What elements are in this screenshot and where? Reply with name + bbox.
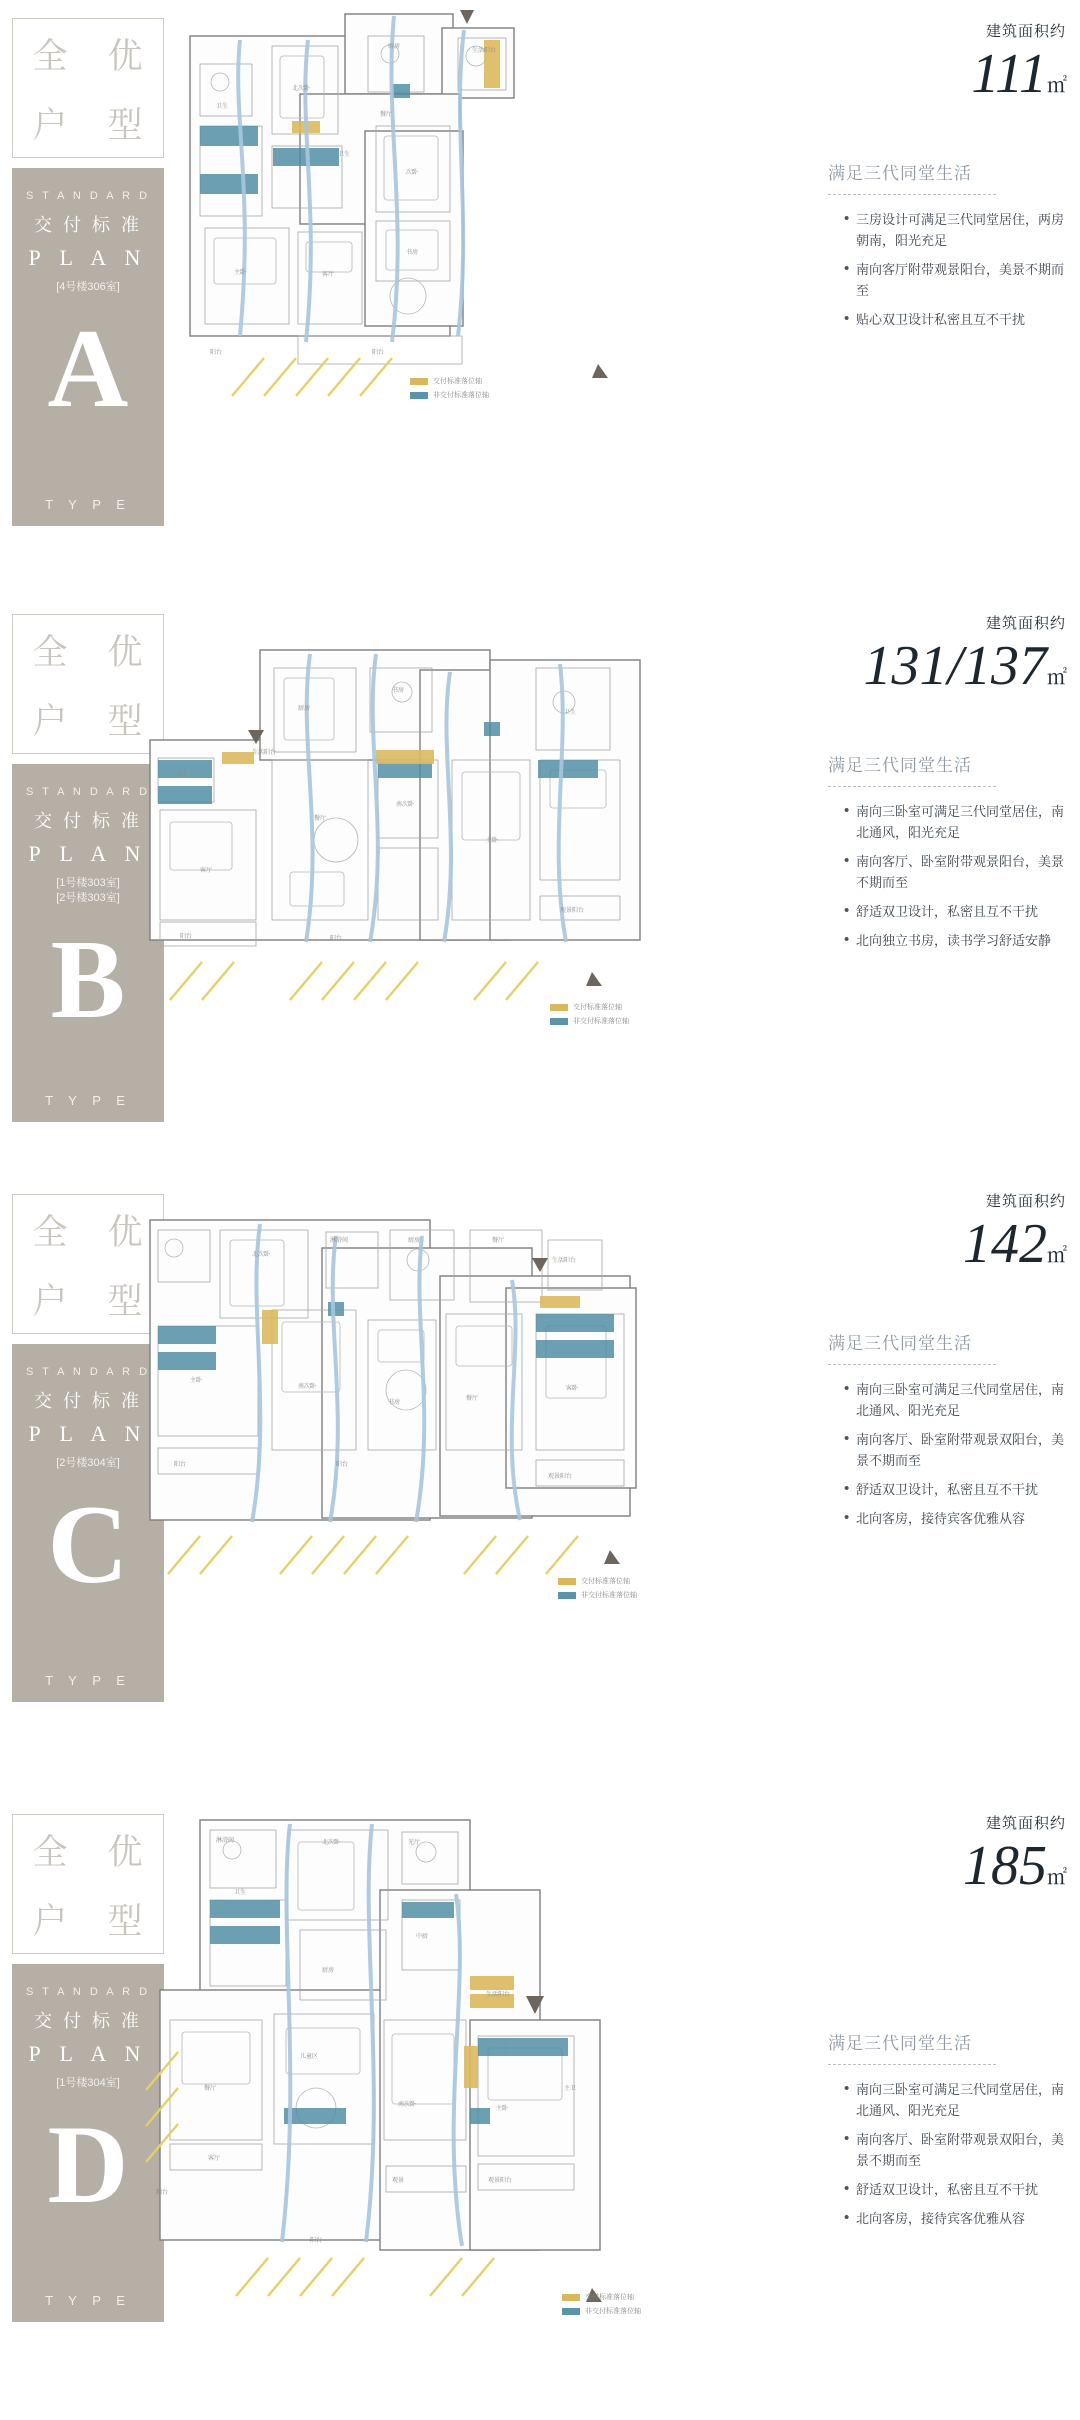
legend-label-blue: 非交付标准落位轴 <box>433 392 489 399</box>
legend-swatch-yellow <box>562 2294 580 2301</box>
badge-char: 型 <box>107 701 144 742</box>
plan-letter-c: C <box>47 1483 129 1607</box>
divider-d <box>828 2064 996 2065</box>
feature-item: • 舒适双卫设计，私密且互不干扰 <box>844 1479 1066 1500</box>
room-number-list-c <box>22 1456 154 1471</box>
feature-item: • 南向三卧室可满足三代同堂居住，南北通风、阳光充足 <box>844 2079 1066 2121</box>
badge-char: 户 <box>32 1901 69 1942</box>
feature-list-c <box>828 1379 1066 1529</box>
svg-text:主卧: 主卧 <box>234 269 247 276</box>
svg-text:光厅: 光厅 <box>408 1839 421 1846</box>
svg-text:阳台: 阳台 <box>180 933 193 940</box>
badge-char: 型 <box>107 1281 144 1322</box>
svg-text:观景: 观景 <box>392 2177 405 2184</box>
svg-text:客厅: 客厅 <box>208 2155 221 2162</box>
legend-swatch-blue <box>558 1592 576 1599</box>
deliver-standard-label: 交 付 标 准 <box>33 215 142 235</box>
floorplan-svg-b <box>140 610 740 1150</box>
legend-c <box>558 1576 637 1604</box>
svg-text:主卫: 主卫 <box>564 2085 577 2092</box>
svg-text:客厅: 客厅 <box>200 867 213 874</box>
badge-char: 型 <box>107 105 144 146</box>
type-label: T Y P E <box>45 497 131 512</box>
feature-item: • 南向客厅附带观景阳台，美景不期而至 <box>844 259 1066 301</box>
svg-text:观景阳台: 观景阳台 <box>548 1473 573 1480</box>
room-number: [2号楼304室] <box>56 1457 120 1469</box>
feature-item: • 南向客厅、卧室附带观景双阳台，美景不期而至 <box>844 2129 1066 2171</box>
quan-you-hu-xing-badge-a <box>12 18 164 158</box>
floorplan-svg-d <box>140 1790 740 2410</box>
area-unit-d: ㎡ <box>1047 1867 1066 1889</box>
svg-text:餐厅: 餐厅 <box>492 1237 505 1244</box>
area-label-c: 建筑面积约 <box>985 1193 1066 1210</box>
svg-text:观景阳台: 观景阳台 <box>560 907 585 914</box>
svg-text:卫生: 卫生 <box>564 709 577 716</box>
sunlight-arrows <box>170 962 538 1000</box>
floorplan-drawing-b <box>140 610 740 1150</box>
standard-label: S T A N D A R D <box>25 190 151 202</box>
unit-section-b <box>0 600 1080 1180</box>
svg-text:阳台: 阳台 <box>156 2189 169 2196</box>
badge-char: 全 <box>32 632 69 673</box>
deliver-standard-label: 交 付 标 准 <box>33 1391 142 1411</box>
room-number-list-a <box>22 280 154 295</box>
feature-item: • 南向三卧室可满足三代同堂居住，南北通风，阳光充足 <box>844 801 1066 843</box>
deliver-standard-label: 交 付 标 准 <box>33 811 142 831</box>
legend-swatch-yellow <box>410 378 428 385</box>
feature-title-c: 满足三代同堂生活 <box>828 1334 972 1353</box>
svg-text:卫生: 卫生 <box>338 151 351 158</box>
divider-b <box>828 786 996 787</box>
area-number-d: 185 <box>963 1835 1047 1897</box>
svg-text:次卧: 次卧 <box>406 169 419 176</box>
svg-text:主卧: 主卧 <box>190 1377 203 1384</box>
svg-text:卫生: 卫生 <box>176 771 189 778</box>
floorplan-svg-a <box>180 6 740 566</box>
unit-section-d <box>0 1790 1080 2420</box>
right-info-column-a <box>828 20 1066 338</box>
feature-item: • 北向客房，接待宾客优雅从容 <box>844 2208 1066 2229</box>
unit-section-c <box>0 1180 1080 1790</box>
room-number-list-d <box>22 2076 154 2091</box>
plan-label: P L A N <box>28 245 148 270</box>
svg-text:客卧: 客卧 <box>566 1385 579 1392</box>
legend-swatch-blue <box>562 2308 580 2315</box>
deliver-standard-label: 交 付 标 准 <box>33 2011 142 2031</box>
legend-b <box>550 1002 629 1030</box>
feature-item: • 北向客房，接待宾客优雅从容 <box>844 1508 1066 1529</box>
badge-char: 全 <box>32 1832 69 1873</box>
svg-text:生活阳台: 生活阳台 <box>252 749 277 756</box>
area-number-c: 142 <box>963 1213 1047 1275</box>
svg-text:阳台: 阳台 <box>372 349 385 356</box>
standard-label: S T A N D A R D <box>25 1986 151 1998</box>
divider-c <box>828 1364 996 1365</box>
area-unit-c: ㎡ <box>1047 1245 1066 1267</box>
svg-text:观景阳台: 观景阳台 <box>488 2177 513 2184</box>
room-number: [4号楼306室] <box>56 281 120 293</box>
feature-item: • 贴心双卫设计私密且互不干扰 <box>844 309 1066 330</box>
feature-item: • 三房设计可满足三代同堂居住，两房朝南，阳光充足 <box>844 209 1066 251</box>
svg-text:淋浴间: 淋浴间 <box>216 1837 235 1844</box>
plan-label: P L A N <box>28 841 148 866</box>
svg-text:餐厅: 餐厅 <box>204 2085 217 2092</box>
svg-text:厨房: 厨房 <box>298 705 311 712</box>
feature-item: • 南向客厅、卧室附带观景双阳台，美景不期而至 <box>844 1429 1066 1471</box>
svg-text:客厅: 客厅 <box>322 271 335 278</box>
svg-text:中厨: 中厨 <box>416 1933 429 1940</box>
legend-label-yellow: 交付标准落位轴 <box>433 378 482 385</box>
svg-text:主卧: 主卧 <box>486 837 499 844</box>
floorplan-drawing-a <box>180 6 740 566</box>
badge-char: 优 <box>107 1832 144 1873</box>
legend-label-yellow: 交付标准落位轴 <box>573 1004 622 1011</box>
area-unit-a: ㎡ <box>1047 75 1066 97</box>
room-number: [1号楼304室] <box>56 2077 120 2089</box>
floorplan-drawing-c <box>140 1190 740 1750</box>
type-label: T Y P E <box>45 2293 131 2308</box>
area-label-b: 建筑面积约 <box>985 615 1066 632</box>
legend-label-yellow: 交付标准落位轴 <box>585 2294 634 2301</box>
svg-text:餐厅: 餐厅 <box>314 815 327 822</box>
area-label-d: 建筑面积约 <box>985 1815 1066 1832</box>
room-number: [1号楼303室] <box>56 877 120 889</box>
svg-text:阳台: 阳台 <box>336 1461 349 1468</box>
svg-text:书房: 书房 <box>388 1399 401 1406</box>
svg-text:卫生: 卫生 <box>216 103 229 110</box>
feature-title-d: 满足三代同堂生活 <box>828 2034 972 2053</box>
plan-label: P L A N <box>28 2041 148 2066</box>
sunlight-arrows <box>168 1536 578 1574</box>
svg-text:阳台: 阳台 <box>174 1461 187 1468</box>
feature-item: • 舒适双卫设计，私密且互不干扰 <box>844 901 1066 922</box>
badge-char: 户 <box>32 1281 69 1322</box>
plan-letter-d: D <box>47 2103 129 2227</box>
svg-text:儿童区: 儿童区 <box>300 2053 319 2060</box>
plan-letter-b: B <box>50 918 126 1042</box>
legend-label-blue: 非交付标准落位轴 <box>585 2308 641 2315</box>
room-number-list-b <box>22 876 154 906</box>
legend-label-blue: 非交付标准落位轴 <box>581 1592 637 1599</box>
feature-item: • 北向独立书房，读书学习舒适安静 <box>844 930 1066 951</box>
feature-title-b: 满足三代同堂生活 <box>828 756 972 775</box>
svg-text:厨房: 厨房 <box>408 1237 421 1244</box>
svg-text:南次卧: 南次卧 <box>398 2101 417 2108</box>
area-value-d <box>828 1835 1066 1909</box>
feature-title-a: 满足三代同堂生活 <box>828 164 972 183</box>
area-unit-b: ㎡ <box>1047 667 1066 689</box>
legend-swatch-yellow <box>550 1004 568 1011</box>
svg-text:餐厅: 餐厅 <box>380 111 393 118</box>
area-number-a: 111 <box>971 43 1047 105</box>
plan-badge-a <box>12 168 164 526</box>
badge-char: 户 <box>32 105 69 146</box>
svg-text:书房: 书房 <box>406 249 419 256</box>
svg-text:生活阳台: 生活阳台 <box>486 1991 511 1998</box>
feature-list-b <box>828 801 1066 951</box>
svg-text:南次卧: 南次卧 <box>396 801 415 808</box>
area-value-b <box>828 635 1066 709</box>
area-value-a <box>828 43 1066 117</box>
svg-text:南次卧: 南次卧 <box>298 1383 317 1390</box>
area-number-b: 131/137 <box>863 635 1047 697</box>
svg-text:北次卧: 北次卧 <box>292 85 311 92</box>
legend-swatch-blue <box>410 392 428 399</box>
right-info-column-b <box>828 612 1066 959</box>
floorplan-svg-c <box>140 1190 740 1750</box>
unit-section-a <box>0 0 1080 600</box>
badge-char: 优 <box>107 1212 144 1253</box>
badge-char: 优 <box>107 36 144 77</box>
svg-text:北次卧: 北次卧 <box>322 1839 341 1846</box>
legend-swatch-blue <box>550 1018 568 1025</box>
feature-list-a <box>828 209 1066 330</box>
svg-text:阳台: 阳台 <box>330 935 343 942</box>
badge-char: 户 <box>32 701 69 742</box>
feature-list-d <box>828 2079 1066 2229</box>
room-number: [2号楼303室] <box>56 892 120 904</box>
plan-letter-a: A <box>47 307 129 431</box>
type-label: T Y P E <box>45 1093 131 1108</box>
right-info-column-c <box>828 1190 1066 1537</box>
svg-text:生活阳台: 生活阳台 <box>472 47 497 54</box>
svg-text:阳台: 阳台 <box>210 349 223 356</box>
right-info-column-d <box>828 1812 1066 2237</box>
legend-label-yellow: 交付标准落位轴 <box>581 1578 630 1585</box>
legend-d <box>562 2292 641 2320</box>
svg-text:阳台: 阳台 <box>310 2237 323 2244</box>
svg-text:餐厅: 餐厅 <box>466 1395 479 1402</box>
svg-text:生活阳台: 生活阳台 <box>552 1257 577 1264</box>
divider-a <box>828 194 996 195</box>
svg-text:主卧: 主卧 <box>496 2105 509 2112</box>
svg-text:淋浴间: 淋浴间 <box>330 1237 349 1244</box>
standard-label: S T A N D A R D <box>25 786 151 798</box>
plan-label: P L A N <box>28 1421 148 1446</box>
area-label-a: 建筑面积约 <box>985 23 1066 40</box>
badge-char: 优 <box>107 632 144 673</box>
svg-text:厨房: 厨房 <box>322 1967 335 1974</box>
svg-text:厨房: 厨房 <box>388 43 401 50</box>
feature-item: • 南向三卧室可满足三代同堂居住，南北通风、阳光充足 <box>844 1379 1066 1421</box>
area-value-c <box>828 1213 1066 1287</box>
standard-label: S T A N D A R D <box>25 1366 151 1378</box>
left-badge-column-a <box>12 18 164 526</box>
legend-swatch-yellow <box>558 1578 576 1585</box>
badge-char: 全 <box>32 36 69 77</box>
svg-text:北次卧: 北次卧 <box>252 1251 271 1258</box>
feature-item: • 南向客厅、卧室附带观景阳台，美景不期而至 <box>844 851 1066 893</box>
svg-text:卫生: 卫生 <box>234 1889 247 1896</box>
floorplan-drawing-d <box>140 1790 740 2410</box>
legend-label-blue: 非交付标准落位轴 <box>573 1018 629 1025</box>
legend-a <box>410 376 489 404</box>
badge-char: 全 <box>32 1212 69 1253</box>
svg-text:书房: 书房 <box>392 687 405 694</box>
feature-item: • 舒适双卫设计，私密且互不干扰 <box>844 2179 1066 2200</box>
badge-char: 型 <box>107 1901 144 1942</box>
type-label: T Y P E <box>45 1673 131 1688</box>
